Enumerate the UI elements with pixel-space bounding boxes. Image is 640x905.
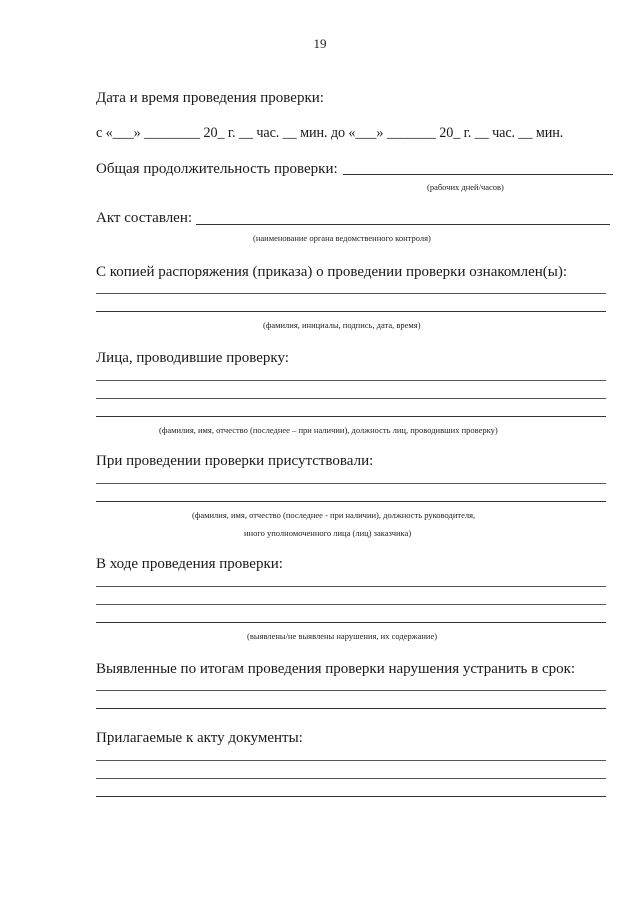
duration-label: Общая продолжительность проверки: — [96, 161, 338, 177]
order-caption: (фамилия, инициалы, подпись, дата, время) — [263, 320, 421, 330]
attachments-heading: Прилагаемые к акту документы: — [96, 730, 303, 746]
attachments-input-line-2[interactable] — [96, 778, 606, 779]
inspectors-input-line-1[interactable] — [96, 380, 606, 381]
datetime-fill-line: с «___» ________ 20_ г. __ час. __ мин. до «___» _______ 20_ г. __ час. __ мин. — [96, 125, 564, 141]
course-input-line-3[interactable] — [96, 622, 606, 623]
inspectors-caption: (фамилия, имя, отчество (последнее – при наличии), должность лиц, проводивших проверку) — [159, 425, 498, 435]
order-heading: С копией распоряжения (приказа) о проведении проверки ознакомлен(ы): — [96, 264, 567, 280]
course-input-line-1[interactable] — [96, 586, 606, 587]
inspectors-heading: Лица, проводившие проверку: — [96, 350, 289, 366]
course-heading: В ходе проведения проверки: — [96, 556, 283, 572]
course-input-line-2[interactable] — [96, 604, 606, 605]
duration-input-line[interactable] — [343, 174, 613, 175]
violations-input-line-1[interactable] — [96, 690, 606, 691]
attachments-input-line-1[interactable] — [96, 760, 606, 761]
violations-input-line-2[interactable] — [96, 708, 606, 709]
act-caption: (наименование органа ведомственного контроля) — [253, 233, 431, 243]
present-caption-line-1: (фамилия, имя, отчество (последнее - при наличии), должность руководителя, — [192, 510, 476, 520]
course-caption: (выявлены/не выявлены нарушения, их содержание) — [247, 631, 438, 641]
violations-heading: Выявленные по итогам проведения проверки нарушения устранить в срок: — [96, 661, 576, 677]
act-label: Акт составлен: — [96, 210, 193, 226]
datetime-heading: Дата и время проведения проверки: — [96, 90, 324, 106]
attachments-input-line-3[interactable] — [96, 796, 606, 797]
present-input-line-1[interactable] — [96, 483, 606, 484]
duration-caption: (рабочих дней/часов) — [427, 182, 504, 192]
present-caption-line-2: иного уполномоченного лица (лиц) заказчика) — [244, 528, 412, 538]
inspectors-input-line-3[interactable] — [96, 416, 606, 417]
order-input-line-2[interactable] — [96, 311, 606, 312]
present-input-line-2[interactable] — [96, 501, 606, 502]
present-heading: При проведении проверки присутствовали: — [96, 453, 374, 469]
inspectors-input-line-2[interactable] — [96, 398, 606, 399]
page-number: 19 — [313, 36, 327, 51]
act-input-line[interactable] — [196, 224, 610, 225]
order-input-line-1[interactable] — [96, 293, 606, 294]
